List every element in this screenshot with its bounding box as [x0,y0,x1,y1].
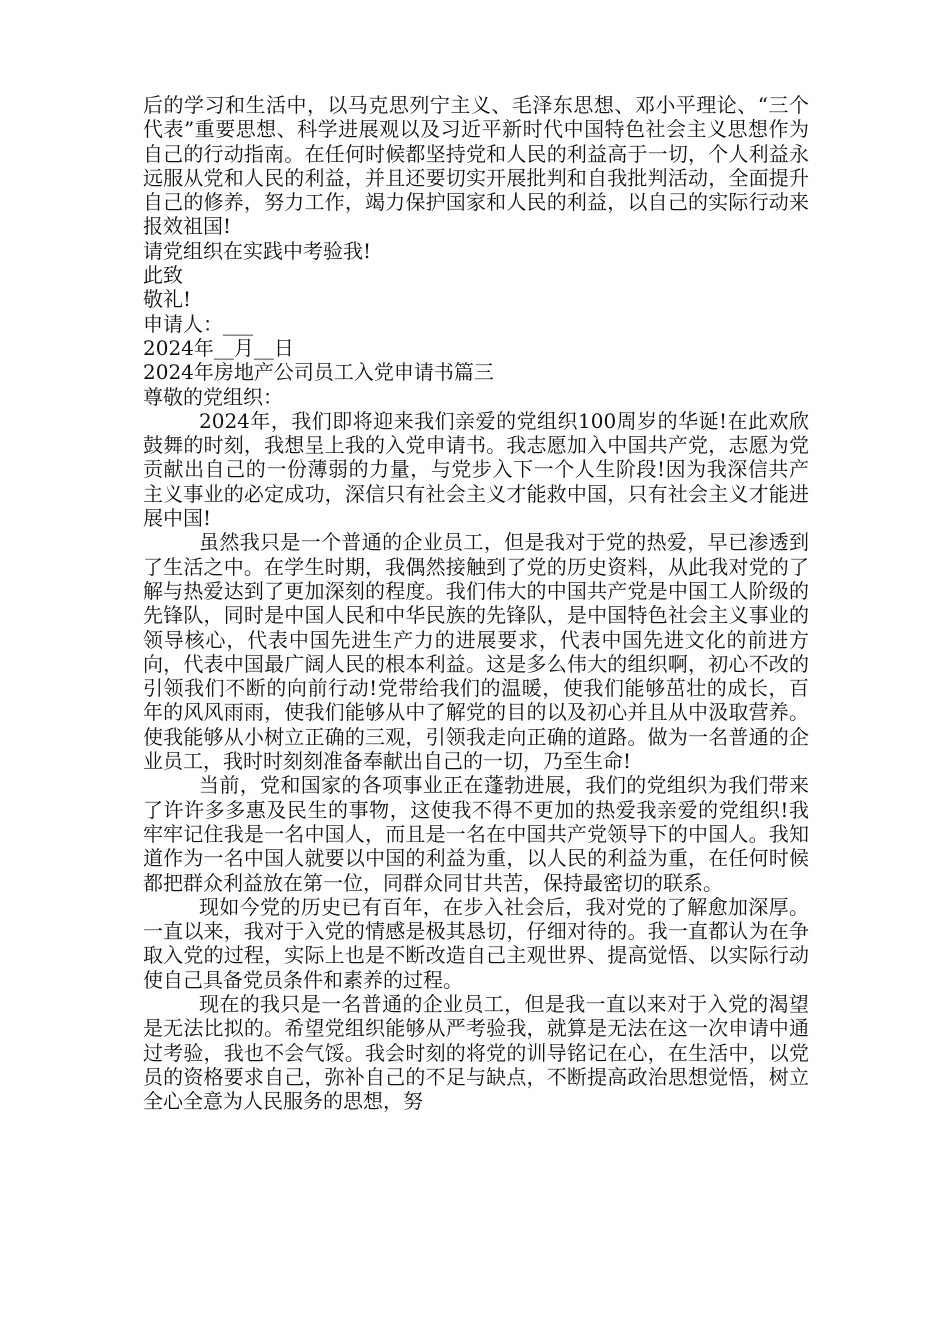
paragraph-continuation: 后的学习和生活中，以马克思列宁主义、毛泽东思想、邓小平理论、“三个代表”重要思想、科学进展观以及习近平新时代中国特色社会主义思想作为自己的行动指南。在任何时候都坚持党和人民的利益高于一切，个人利益永远服从党和人民的利益，并且还要切实开展批判和自我批判活动，全面提升自己的修养，努力工作，竭力保护国家和人民的利益，以自己的实际行动来报效祖国! [143,93,809,239]
line-cizhi: 此致 [143,263,183,288]
salutation: 尊敬的党组织： [143,384,283,409]
line-date: 2024年__月__日 [143,335,294,360]
paragraph-4: 现如今党的历史已有百年，在步入社会后，我对党的了解愈加深厚。一直以来，我对于入党的情感是极其恳切，仔细对待的。我一直都认为在争取入党的过程，实际上也是不断改造自己主观世界、提高觉悟、以实际行动使自己具备党员条件和素养的过程。 [143,894,809,992]
paragraph-5: 现在的我只是一名普通的企业员工，但是我一直以来对于入党的渴望是无法比拟的。希望党组织能够从严考验我，就算是无法在这一次申请中通过考验，我也不会气馁。我会时刻的将党的训导铭记在心，在生活中，以党员的资格要求自己，弥补自己的不足与缺点，不断提高政治思想觉悟，树立全心全意为人民服务的思想，努 [143,991,809,1114]
line-jingli: 敬礼! [143,287,192,312]
section-title: 2024年房地产公司员工入党申请书篇三 [143,360,494,385]
paragraph-3: 当前，党和国家的各项事业正在蓬勃进展，我们的党组织为我们带来了许许多多惠及民生的事物，这使我不得不更加的热爱我亲爱的党组织!我牢牢记住我是一名中国人，而且是一名在中国共产党领导下的中国人。我知道作为一名中国人就要以中国的利益为重，以人民的利益为重，在任何时候都把群众利益放在第一位，同群众同甘共苦，保持最密切的联系。 [143,773,809,895]
line-request-test: 请党组织在实践中考验我! [143,238,372,263]
document-body [143,93,809,1113]
paragraph-2: 虽然我只是一个普通的企业员工，但是我对于党的热爱，早已渗透到了生活之中。在学生时期，我偶然接触到了党的历史资料，从此我对党的了解与热爱达到了更加深刻的程度。我们伟大的中国共产党是中国工人阶级的先锋队，同时是中国人民和中华民族的先锋队，是中国特色社会主义事业的领导核心，代表中国先进生产力的进展要求，代表中国先进文化的前进方向，代表中国最广阔人民的根本利益。这是多么伟大的组织啊，初心不改的引领我们不断的向前行动!党带给我们的温暖，使我们能够茁壮的成长，百年的风风雨雨，使我们能够从中了解党的目的以及初心并且从中汲取营养。使我能够从小树立正确的三观，引领我走向正确的道路。做为一名普通的企业员工，我时时刻刻准备奉献出自己的一切，乃至生命! [143,530,809,774]
line-applicant: 申请人：___ [143,311,253,336]
paragraph-1: 2024年，我们即将迎来我们亲爱的党组织100周岁的华诞!在此欢欣鼓舞的时刻，我想呈上我的入党申请书。我志愿加入中国共产党，志愿为党贡献出自己的一份薄弱的力量，与党步入下一个人生阶段!因为我深信共产主义事业的必定成功，深信只有社会主义才能救中国，只有社会主义才能进展中国! [143,408,809,531]
